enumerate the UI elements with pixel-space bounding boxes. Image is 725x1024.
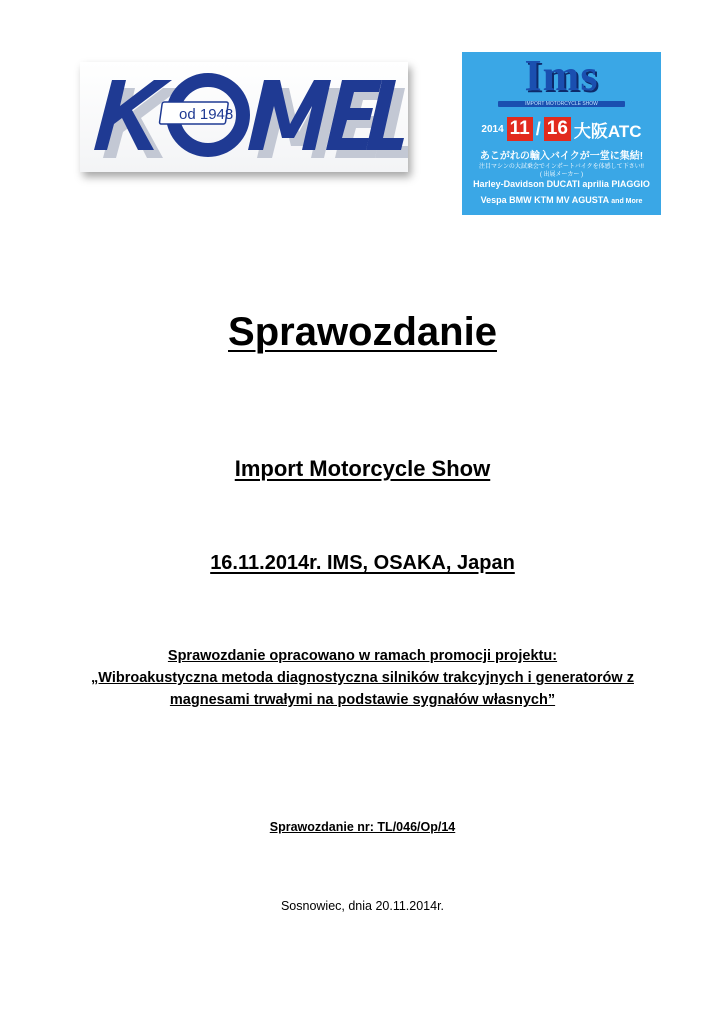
- project-description: [40, 645, 685, 711]
- ims-date-row: [470, 115, 653, 143]
- project-intro: Sprawozdanie opracowano w ramach promocji projektu:: [167, 648, 558, 664]
- event-date-place: 16.11.2014r. IMS, OSAKA, Japan: [210, 552, 515, 574]
- ims-note: 注目マシンの大試乗会でインポートバイクを体感して下さい!!: [479, 164, 644, 170]
- ims-month: 11: [507, 117, 533, 141]
- komel-logo: [80, 62, 408, 172]
- document-title: Sprawozdanie: [228, 310, 497, 354]
- project-title-line1: „Wibroakustyczna metoda diagnostyczna silników trakcyjnych i generatorów z: [91, 670, 634, 686]
- ims-day: 16: [544, 117, 571, 141]
- place-and-date: Sosnowiec, dnia 20.11.2014r.: [280, 899, 445, 913]
- ims-title: Ims: [524, 52, 599, 100]
- ims-brands-line2-text: Vespa BMW KTM MV AGUSTA: [480, 195, 609, 205]
- ims-brands-line1: Harley-Davidson DUCATI aprilia PIAGGIO: [473, 179, 650, 189]
- ims-slash: /: [535, 118, 541, 139]
- ims-brands-line2: [462, 195, 661, 205]
- ims-makers: ( 出展メーカー ): [539, 172, 584, 178]
- ims-venue: 大阪ATC: [573, 121, 642, 141]
- ims-year: 2014: [481, 123, 504, 135]
- ims-subtitle: IMPORT MOTORCYCLE SHOW: [498, 101, 625, 107]
- report-number: Sprawozdanie nr: TL/046/Op/14: [269, 820, 456, 834]
- ims-poster: [462, 52, 661, 215]
- project-title-line2: magnesami trwałymi na podstawie sygnałów własnych”: [169, 692, 556, 708]
- svg-text:od 1948: od 1948: [179, 106, 234, 123]
- event-name: Import Motorcycle Show: [234, 456, 491, 481]
- ims-headline: あこがれの輸入バイクが一堂に集結!: [479, 151, 644, 162]
- ims-brands-more: and More: [611, 198, 643, 205]
